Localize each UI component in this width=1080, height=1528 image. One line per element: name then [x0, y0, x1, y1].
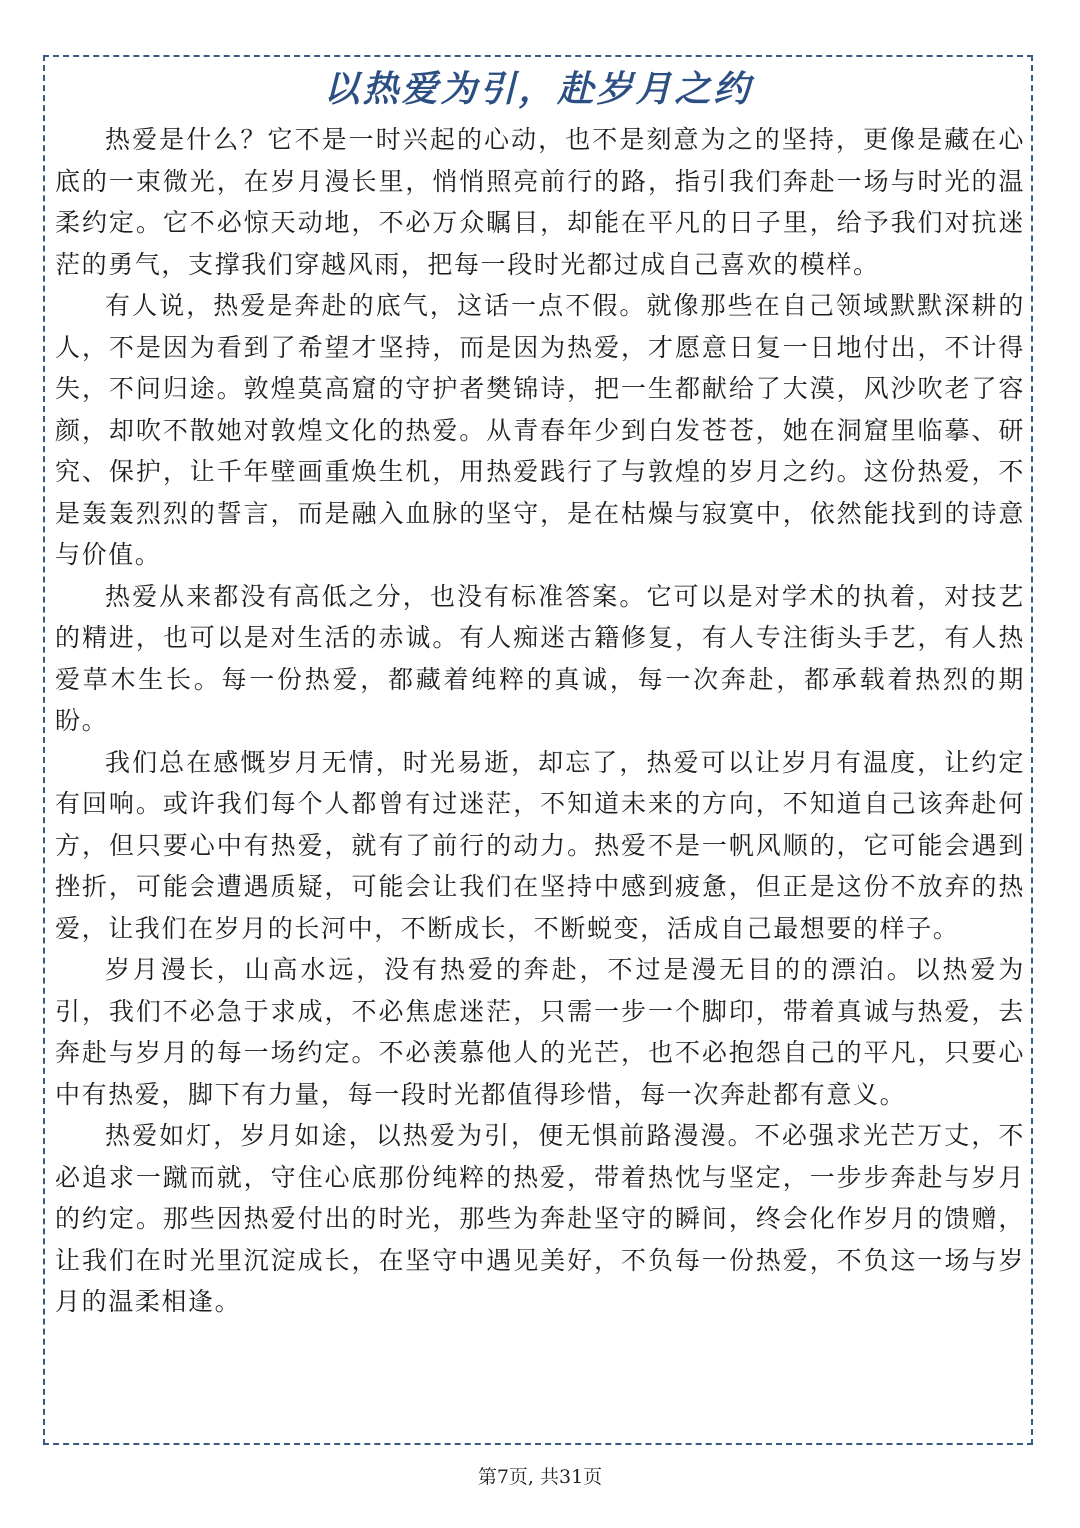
paragraph-3: 热爱从来都没有高低之分，也没有标准答案。它可以是对学术的执着，对技艺的精进，也可以是对生活的赤诚。有人痴迷古籍修复，有人专注街头手艺，有人热爱草木生长。每一份热爱，都藏着纯粹的真诚，每一次奔赴，都承载着热烈的期盼。: [55, 581, 1025, 735]
paragraph-4: 我们总在感慨岁月无情，时光易逝，却忘了，热爱可以让岁月有温度，让约定有回响。或许我们每个人都曾有过迷茫，不知道未来的方向，不知道自己该奔赴何方，但只要心中有热爱，就有了前行的动力。热爱不是一帆风顺的，它可能会遇到挫折，可能会遭遇质疑，可能会让我们在坚持中感到疲惫，但正是这份不放弃的热爱，让我们在岁月的长河中，不断成长，不断蜕变，活成自己最想要的样子。: [55, 747, 1025, 943]
paragraph-1: 热爱是什么？它不是一时兴起的心动，也不是刻意为之的坚持，更像是藏在心底的一束微光，在岁月漫长里，悄悄照亮前行的路，指引我们奔赴一场与时光的温柔约定。它不必惊天动地，不必万众瞩目，却能在平凡的日子里，给予我们对抗迷茫的勇气，支撑我们穿越风雨，把每一段时光都过成自己喜欢的模样。: [55, 125, 1025, 279]
page-frame: [43, 55, 1033, 1445]
article-body: [55, 119, 1025, 1323]
paragraph-2: 有人说，热爱是奔赴的底气，这话一点不假。就像那些在自己领域默默深耕的人，不是因为看到了希望才坚持，而是因为热爱，才愿意日复一日地付出，不计得失，不问归途。敦煌莫高窟的守护者樊锦诗，把一生都献给了大漠，风沙吹老了容颜，却吹不散她对敦煌文化的热爱。从青春年少到白发苍苍，她在洞窟里临摹、研究、保护，让千年壁画重焕生机，用热爱践行了与敦煌的岁月之约。这份热爱，不是轰轰烈烈的誓言，而是融入血脉的坚守，是在枯燥与寂寞中，依然能找到的诗意与价值。: [55, 291, 1025, 569]
paragraph-5: 岁月漫长，山高水远，没有热爱的奔赴，不过是漫无目的的漂泊。以热爱为引，我们不必急于求成，不必焦虑迷茫，只需一步一个脚印，带着真诚与热爱，去奔赴与岁月的每一场约定。不必羡慕他人的光芒，也不必抱怨自己的平凡，只要心中有热爱，脚下有力量，每一段时光都值得珍惜，每一次奔赴都有意义。: [55, 955, 1025, 1109]
page-number: 第7页, 共31页: [477, 1466, 603, 1488]
paragraph-6: 热爱如灯，岁月如途，以热爱为引，便无惧前路漫漫。不必强求光芒万丈，不必追求一蹴而就，守住心底那份纯粹的热爱，带着热忱与坚定，一步步奔赴与岁月的约定。那些因热爱付出的时光，那些为奔赴坚守的瞬间，终会化作岁月的馈赠，让我们在时光里沉淀成长，在坚守中遇见美好，不负每一份热爱，不负这一场与岁月的温柔相逢。: [55, 1121, 1025, 1316]
page-title: 以热爱为引，赴岁月之约: [323, 68, 753, 110]
